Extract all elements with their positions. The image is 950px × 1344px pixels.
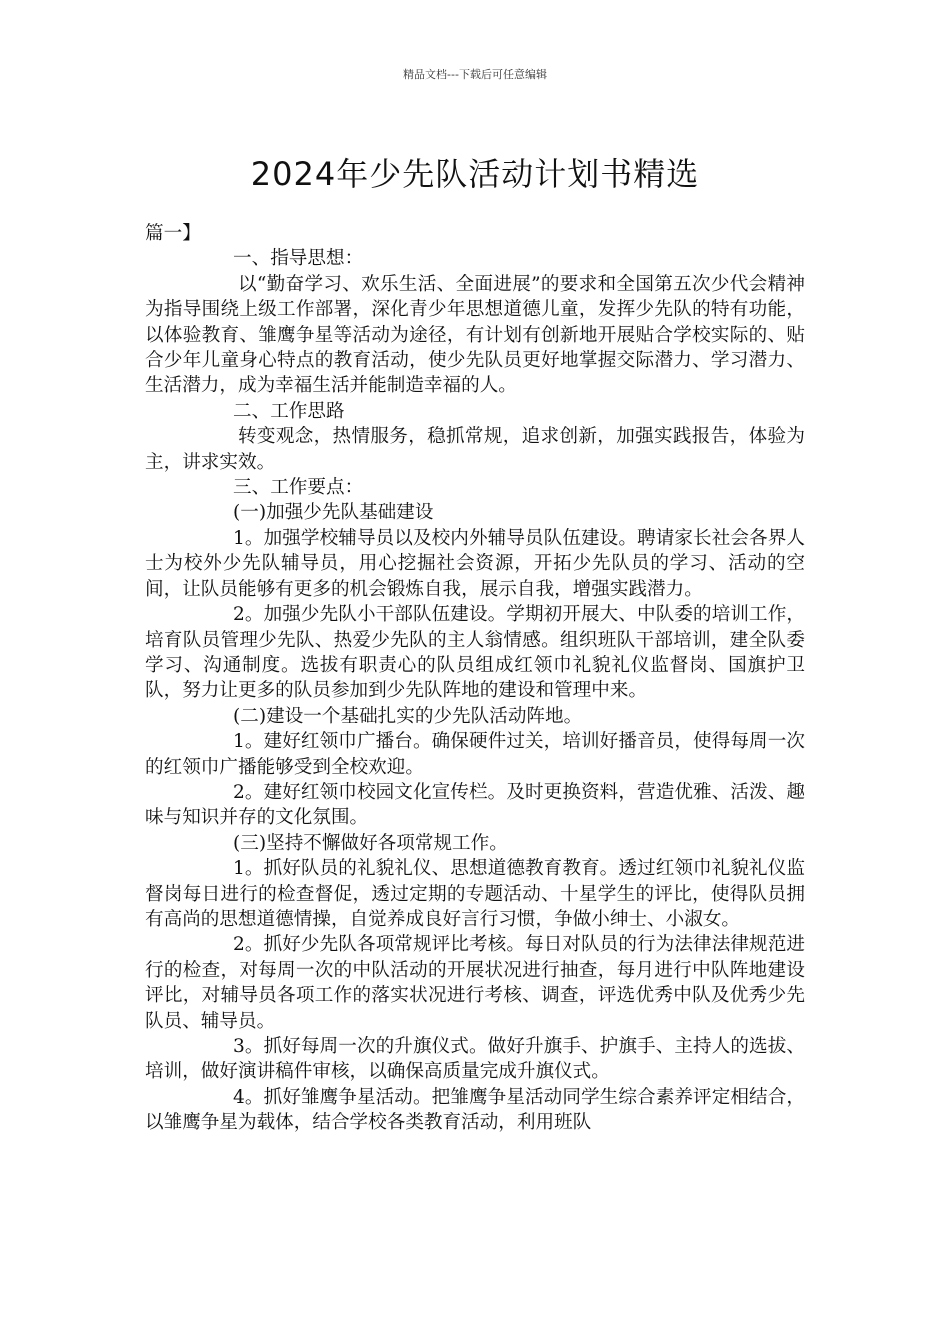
document-body <box>145 221 805 1136</box>
header-note: 精品文档---下载后可任意编辑 <box>403 68 547 81</box>
paragraph: 4。抓好雏鹰争星活动。把雏鹰争星活动同学生综合素养评定相结合，以雏鹰争星为载体，结合学校各类教育活动，利用班队 <box>145 1086 805 1134</box>
page-title: 2024年少先队活动计划书精选 <box>250 155 700 194</box>
paragraph: 以“勤奋学习、欢乐生活、全面进展”的要求和全国第五次少代会精神为指导围绕上级工作部署，深化青少年思想道德儿童，发挥少先队的特有功能，以体验教育、雏鹰争星等活动为途径，有计划有创新地开展贴合学校实际的、贴合少年儿童身心特点的教育活动，使少先队员更好地掌握交际潜力、学习潜力、生活潜力，成为幸福生活并能制造幸福的人。 <box>145 273 805 397</box>
paragraph: 转变观念，热情服务，稳抓常规，追求创新，加强实践报告，体验为主，讲求实效。 <box>145 426 805 473</box>
section-label: 篇一】 <box>145 223 201 244</box>
paragraph: 3。抓好每周一次的升旗仪式。做好升旗手、护旗手、主持人的选拔、培训，做好演讲稿件审核，以确保高质量完成升旗仪式。 <box>145 1036 805 1083</box>
paragraph: 1。建好红领巾广播台。确保硬件过关，培训好播音员，使得每周一次的红领巾广播能够受到全校欢迎。 <box>145 731 805 778</box>
subheading: (二)建设一个基础扎实的少先队活动阵地。 <box>233 705 583 727</box>
heading-guiding-ideology: 一、指导思想： <box>233 248 364 270</box>
subheading: (三)坚持不懈做好各项常规工作。 <box>233 832 508 854</box>
paragraph: 2。加强少先队小干部队伍建设。学期初开展大、中队委的培训工作，培育队员管理少先队、热爱少先队的主人翁情感。组织班队干部培训，建全队委学习、沟通制度。选拔有职责心的队员组成红领巾礼貌礼仪监督岗、国旗护卫队，努力让更多的队员参加到少先队阵地的建设和管理中来。 <box>145 604 805 702</box>
paragraph: 2。抓好少先队各项常规评比考核。每日对队员的行为法律法律规范进行的检查，对每周一次的中队活动的开展状况进行抽查，每月进行中队阵地建设评比，对辅导员各项工作的落实状况进行考核、调查，评选优秀中队及优秀少先队员、辅导员。 <box>145 934 805 1032</box>
heading-work-approach: 二、工作思路 <box>233 400 345 422</box>
paragraph: 1。加强学校辅导员以及校内外辅导员队伍建设。聘请家长社会各界人士为校外少先队辅导员，用心挖掘社会资源，开拓少先队员的学习、活动的空间，让队员能够有更多的机会锻炼自我，展示自我，增强实践潜力。 <box>145 527 805 600</box>
heading-work-points: 三、工作要点： <box>233 477 364 499</box>
paragraph: 2。建好红领巾校园文化宣传栏。及时更换资料，营造优雅、活泼、趣味与知识并存的文化氛围。 <box>145 781 805 829</box>
paragraph: 1。抓好队员的礼貌礼仪、思想道德教育教育。透过红领巾礼貌礼仪监督岗每日进行的检查督促，透过定期的专题活动、十星学生的评比，使得队员拥有高尚的思想道德情操，自觉养成良好言行习惯，争做小绅士、小淑女。 <box>145 858 805 930</box>
subheading: (一)加强少先队基础建设 <box>233 502 434 524</box>
